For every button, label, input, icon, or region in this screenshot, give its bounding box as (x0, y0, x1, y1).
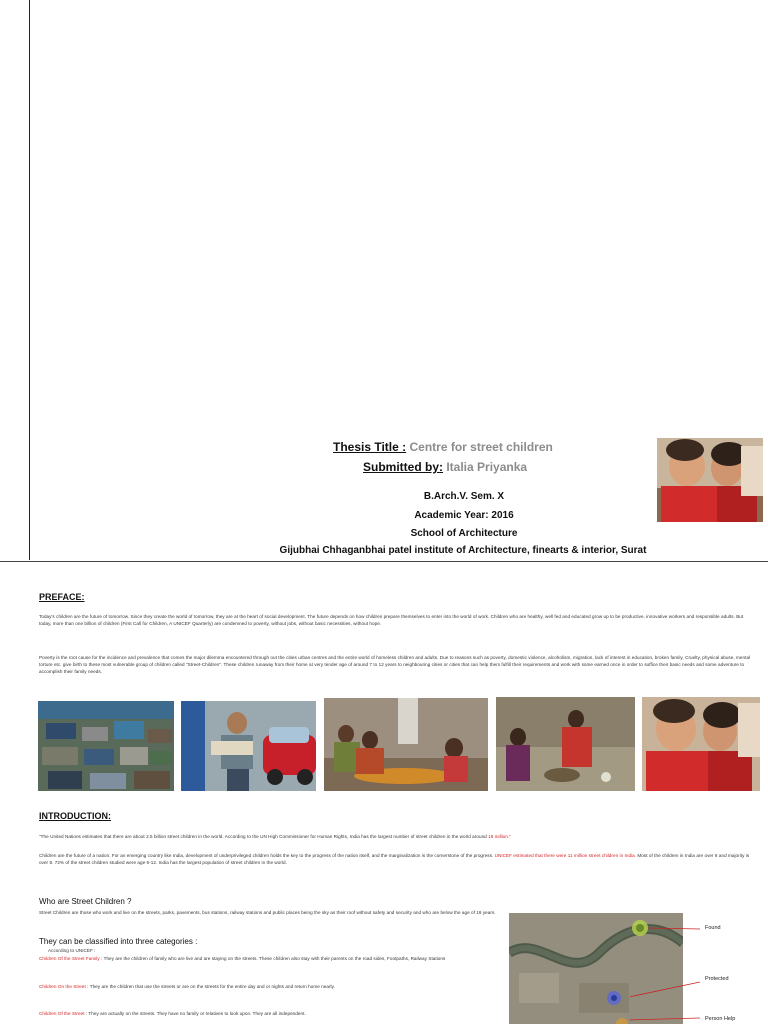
introduction-heading: INTRODUCTION: (39, 811, 111, 821)
map-label-protected: Protected (705, 976, 729, 982)
category-1-text: : They are the children of family who are live and are staying on the streets. These children also stay with their parents on the road sides, Footpaths, Railway Stations (101, 956, 446, 961)
cover-block (0, 436, 768, 560)
category-2 (39, 983, 499, 990)
introduction-paragraph-1 (39, 833, 757, 840)
category-3-text: : They are actually on the streets. They have no family or relatives to look upon. They are all independent. (85, 1011, 306, 1016)
category-2-text: : They are the children that use the streets or are on the streets for the entire day and or nights and return home nearly. (87, 984, 335, 989)
institute-name: Gijubhai Chhaganbhai patel institute of Architecture, finearts & interior, Surat (279, 545, 647, 556)
intro-p1-text: "The United Nations estimates that there are about 2.5 billion street children in the world. According to the UN High Commissioner for Human Rights, India has the largest number of street children in the world around (39, 834, 487, 839)
category-1-label: Children Of the Street Family (39, 956, 100, 961)
cover-children-photo (657, 438, 763, 522)
children-closeup-photo (642, 697, 760, 791)
school-name: School of Architecture (410, 528, 518, 539)
slum-aerial-photo (38, 701, 174, 791)
category-3 (39, 1010, 499, 1017)
page-divider (0, 561, 768, 562)
preface-heading: PREFACE: (39, 592, 85, 602)
street-children-definition: Street Children are those who work and live on the streets, parks, pavements, bus stations, railway stations and public places being the sky as their roof without safety and security and who are below the age of 18 years. (39, 910, 496, 915)
who-are-street-children: Who are Street Children ? (39, 897, 132, 906)
preface-paragraph-2: Poverty is the root cause for the incidence and prevalence that comes the major dilemma encountered through out the cities urban centres and the entire world of homeless children and adults. Due to reasons such as poverty, domestic violence, alcoholism, migration, lack of interest in education, broken family, Cruelty, physical abuse, mental torture etc. give birth to these most vulnerable group of children called "Street-Children". These children runaway from their home at very tender age of around 7 to 12 years to neighbouring cities or cities that can help them fulfill their requirements and work with some earned once in order to suffice their basic needs and some adventure to accomplish their family needs. (39, 655, 751, 674)
degree: B.Arch.V. Sem. X (423, 491, 505, 502)
category-1 (39, 955, 499, 962)
preface-paragraph-1: Today's children are the future of tomorrow. Since they create the world of tomorrow, they are at the heart of social development. The future depends on how children prepare themselves to enter into the world of work. Children who are healthy, well fed and educated grow up to be productive, innovative workers and responsible adults. But today, more than one billion of children (First Call for Children, A UNICEF Quarterly) are condemned to poverty, without jobs, without basic necessities, without hope. (39, 614, 744, 626)
map-label-person-help: Person Help (705, 1016, 736, 1022)
children-scavenging-photo (324, 698, 488, 791)
thesis-title-line (333, 440, 553, 454)
thesis-title-value: Centre for street children (409, 440, 553, 454)
academic-year: Academic Year: 2016 (414, 510, 514, 521)
intro-p2-highlight: UNICEF estimated that there were 11 million street children in India. (494, 853, 637, 858)
girls-garbage-photo (496, 697, 635, 791)
category-2-label: Children On the Street (39, 984, 86, 989)
thesis-title-label: Thesis Title : (333, 440, 407, 454)
intro-p2-text-a: Children are the future of a nation. For an emerging country like India, development of underprivileged children holds the key to the progress of the nation itself, and the marginalization is the cornerstone of the progress. (39, 853, 494, 858)
classification-heading: They can be classified into three categories : (39, 937, 198, 946)
according-unicef: According to UNICEF : (48, 948, 96, 953)
intro-p2-text-b: Most of the children in India are over 6 and majority is over 8. 72% of the street children studied were age 6-12. India has the largest population of street children in the world. (39, 853, 750, 865)
submitted-by-line (363, 460, 527, 474)
map-callout-lines (630, 920, 720, 1024)
map-label-found: Found (705, 925, 721, 931)
category-3-label: Children Of the Street (39, 1011, 85, 1016)
child-vendor-photo (181, 701, 316, 791)
introduction-paragraph-2 (39, 852, 757, 866)
submitted-by-value: Italia Priyanka (446, 460, 528, 474)
intro-p1-highlight: 18 million." (488, 834, 512, 839)
submitted-by-label: Submitted by: (363, 460, 443, 474)
